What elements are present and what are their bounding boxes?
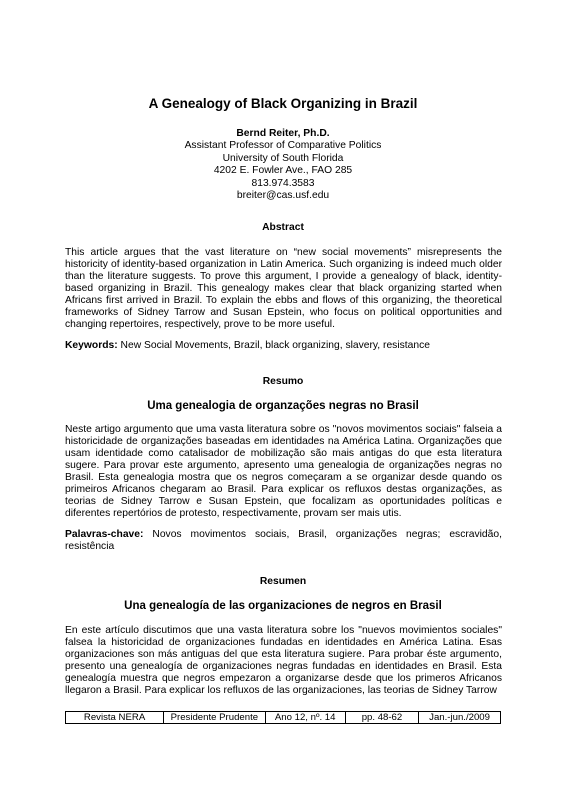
resumen-text: En este artículo discutimos que una vasta literatura sobre los "nuevos movimientos sociales" falsea la historicidad de organizaciones fundadas en identidades en América Latina. Esas organizaciones son más antiguas del que esta literatura sugiere. Para probar éste argumento, presento una genealogía de organizaciones negras fundadas en identidades en Brasil. Esta genealogía muestra que negros empezaron a organizarse desde que los primeros Africanos llegaron a Brasil. Para explicar los refluxos de las organizaciones, las teorias de Sidney Tarrow	[65, 625, 502, 696]
author-phone: 813.974.3583	[251, 177, 315, 189]
abstract-keywords	[65, 340, 502, 352]
footer-journal: Revista NERA	[66, 712, 164, 724]
resumo-text: Neste artigo argumento que uma vasta literatura sobre os "novos movimentos sociais" falseia a historicidade de organizações baseadas em identidades na América Latina. Organizações que usam identidade como catalisador de mobilização são mais antigas do que esta literatura sugere. Para provar este argumento, apresento uma genealogia de organizações negras no Brasil. Esta genealogia mostra que os negros começaram a se organizar desde quando os primeiros Africanos chegaram ao Brasil. Para explicar os refluxos destas organizações, as teorias de Sidney Tarrow e Susan Epstein, que focalizam as oportunidades políticas e diferentes repertórios de protesto, respectivamente, provam ser mais utis.	[65, 424, 502, 519]
keywords-text: New Social Movements, Brazil, black organizing, slavery, resistance	[120, 340, 430, 351]
footer-date: Jan.-jun./2009	[419, 712, 501, 724]
resumo-heading: Resumo	[262, 376, 304, 387]
abstract-text: This article argues that the vast literature on “new social movements” misrepresents the historicity of identity-based organization in Latin America. Such organizing is indeed much older than the literature suggests. To prove this argument, I provide a genealogy of black, identity-based organizing in Brazil. This genealogy makes clear that black organizing started when Africans first arrived in Brazil. To explain the ebbs and flows of this organizing, the theoretical frameworks of Sidney Tarrow and Susan Epstein, who focus on political opportunities and changing repertoires, respectively, prove to be more useful.	[65, 247, 502, 330]
footer-pages: pp. 48-62	[345, 712, 418, 724]
author-name: Bernd Reiter, Ph.D.	[236, 128, 330, 139]
author-university: University of South Florida	[222, 152, 344, 164]
resumo-keywords	[65, 529, 502, 553]
resumen-subtitle: Una genealogía de las organizaciones de negros en Brasil	[124, 600, 442, 612]
abstract-heading: Abstract	[262, 222, 304, 233]
keywords-label: Keywords:	[65, 340, 118, 351]
footer-row	[66, 712, 501, 724]
resumo-subtitle: Uma genealogia de organzações negras no Brasil	[147, 400, 419, 412]
author-address: 4202 E. Fowler Ave., FAO 285	[213, 165, 353, 177]
footer-issue: Ano 12, nº. 14	[265, 712, 345, 724]
palavras-chave-text: Novos movimentos sociais, Brasil, organizações negras; escravidão, resistência	[65, 529, 502, 552]
footer-city: Presidente Prudente	[164, 712, 265, 724]
author-email: breiter@cas.usf.edu	[236, 190, 330, 202]
author-block	[0, 128, 566, 202]
footer-table	[65, 711, 501, 724]
paper-title: A Genealogy of Black Organizing in Brazil	[148, 96, 418, 111]
author-position: Assistant Professor of Comparative Politics	[184, 140, 382, 152]
resumen-heading: Resumen	[259, 576, 307, 587]
palavras-chave-label: Palavras-chave:	[65, 529, 144, 540]
